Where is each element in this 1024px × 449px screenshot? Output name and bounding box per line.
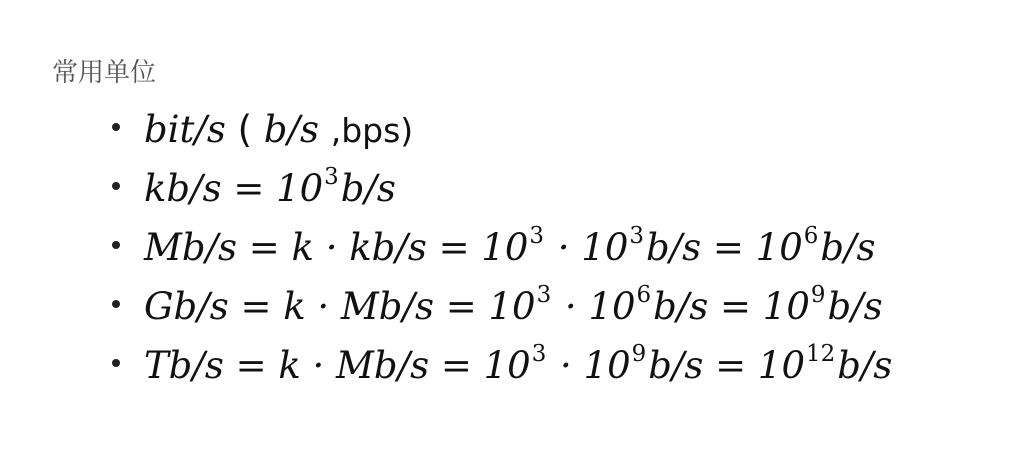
exponent: 9 (810, 281, 826, 308)
formula-alt: b/s (252, 108, 331, 151)
bullet-icon (112, 300, 120, 308)
formula-part: Mb/s = k · kb/s = 10 (144, 226, 529, 269)
bullet-icon (112, 241, 120, 249)
formula-tail: b/s (837, 344, 893, 387)
bullet-icon (112, 123, 120, 131)
formula-gb-per-second (144, 277, 883, 336)
exponent: 3 (531, 340, 547, 367)
formula-part: Gb/s = k · Mb/s = 10 (144, 285, 536, 328)
formula-tail: b/s (340, 167, 396, 210)
formula-part: kb/s = 10 (144, 167, 324, 210)
bullet-icon (112, 359, 120, 367)
plain-alt: ,bps) (330, 111, 414, 150)
section-heading: 常用单位 (52, 58, 157, 88)
exponent: 9 (631, 340, 647, 367)
exponent: 12 (806, 340, 836, 367)
formula-part: b/s = 10 (645, 226, 803, 269)
formula-part: · 10 (548, 344, 631, 387)
formula-mb-per-second (144, 218, 875, 277)
exponent: 3 (629, 222, 644, 249)
formula-part: b/s = 10 (648, 344, 805, 387)
exponent: 6 (636, 281, 652, 308)
exponent: 3 (324, 163, 339, 190)
formula-kb-per-second (144, 159, 396, 218)
formula-part: Tb/s = k · Mb/s = 10 (144, 344, 531, 387)
formula-main: bit/s (144, 108, 226, 151)
exponent: 3 (529, 222, 545, 249)
formula-bit-per-second (144, 100, 413, 160)
bullet-icon (112, 182, 120, 190)
formula-tail: b/s (820, 226, 876, 269)
exponent: 3 (536, 281, 552, 308)
paren-open: ( (225, 108, 253, 151)
formula-part: b/s = 10 (653, 285, 810, 328)
formula-tail: b/s (827, 285, 883, 328)
exponent: 6 (803, 222, 819, 249)
formula-tb-per-second (144, 336, 892, 395)
formula-part: · 10 (546, 226, 629, 269)
formula-part: · 10 (553, 285, 636, 328)
